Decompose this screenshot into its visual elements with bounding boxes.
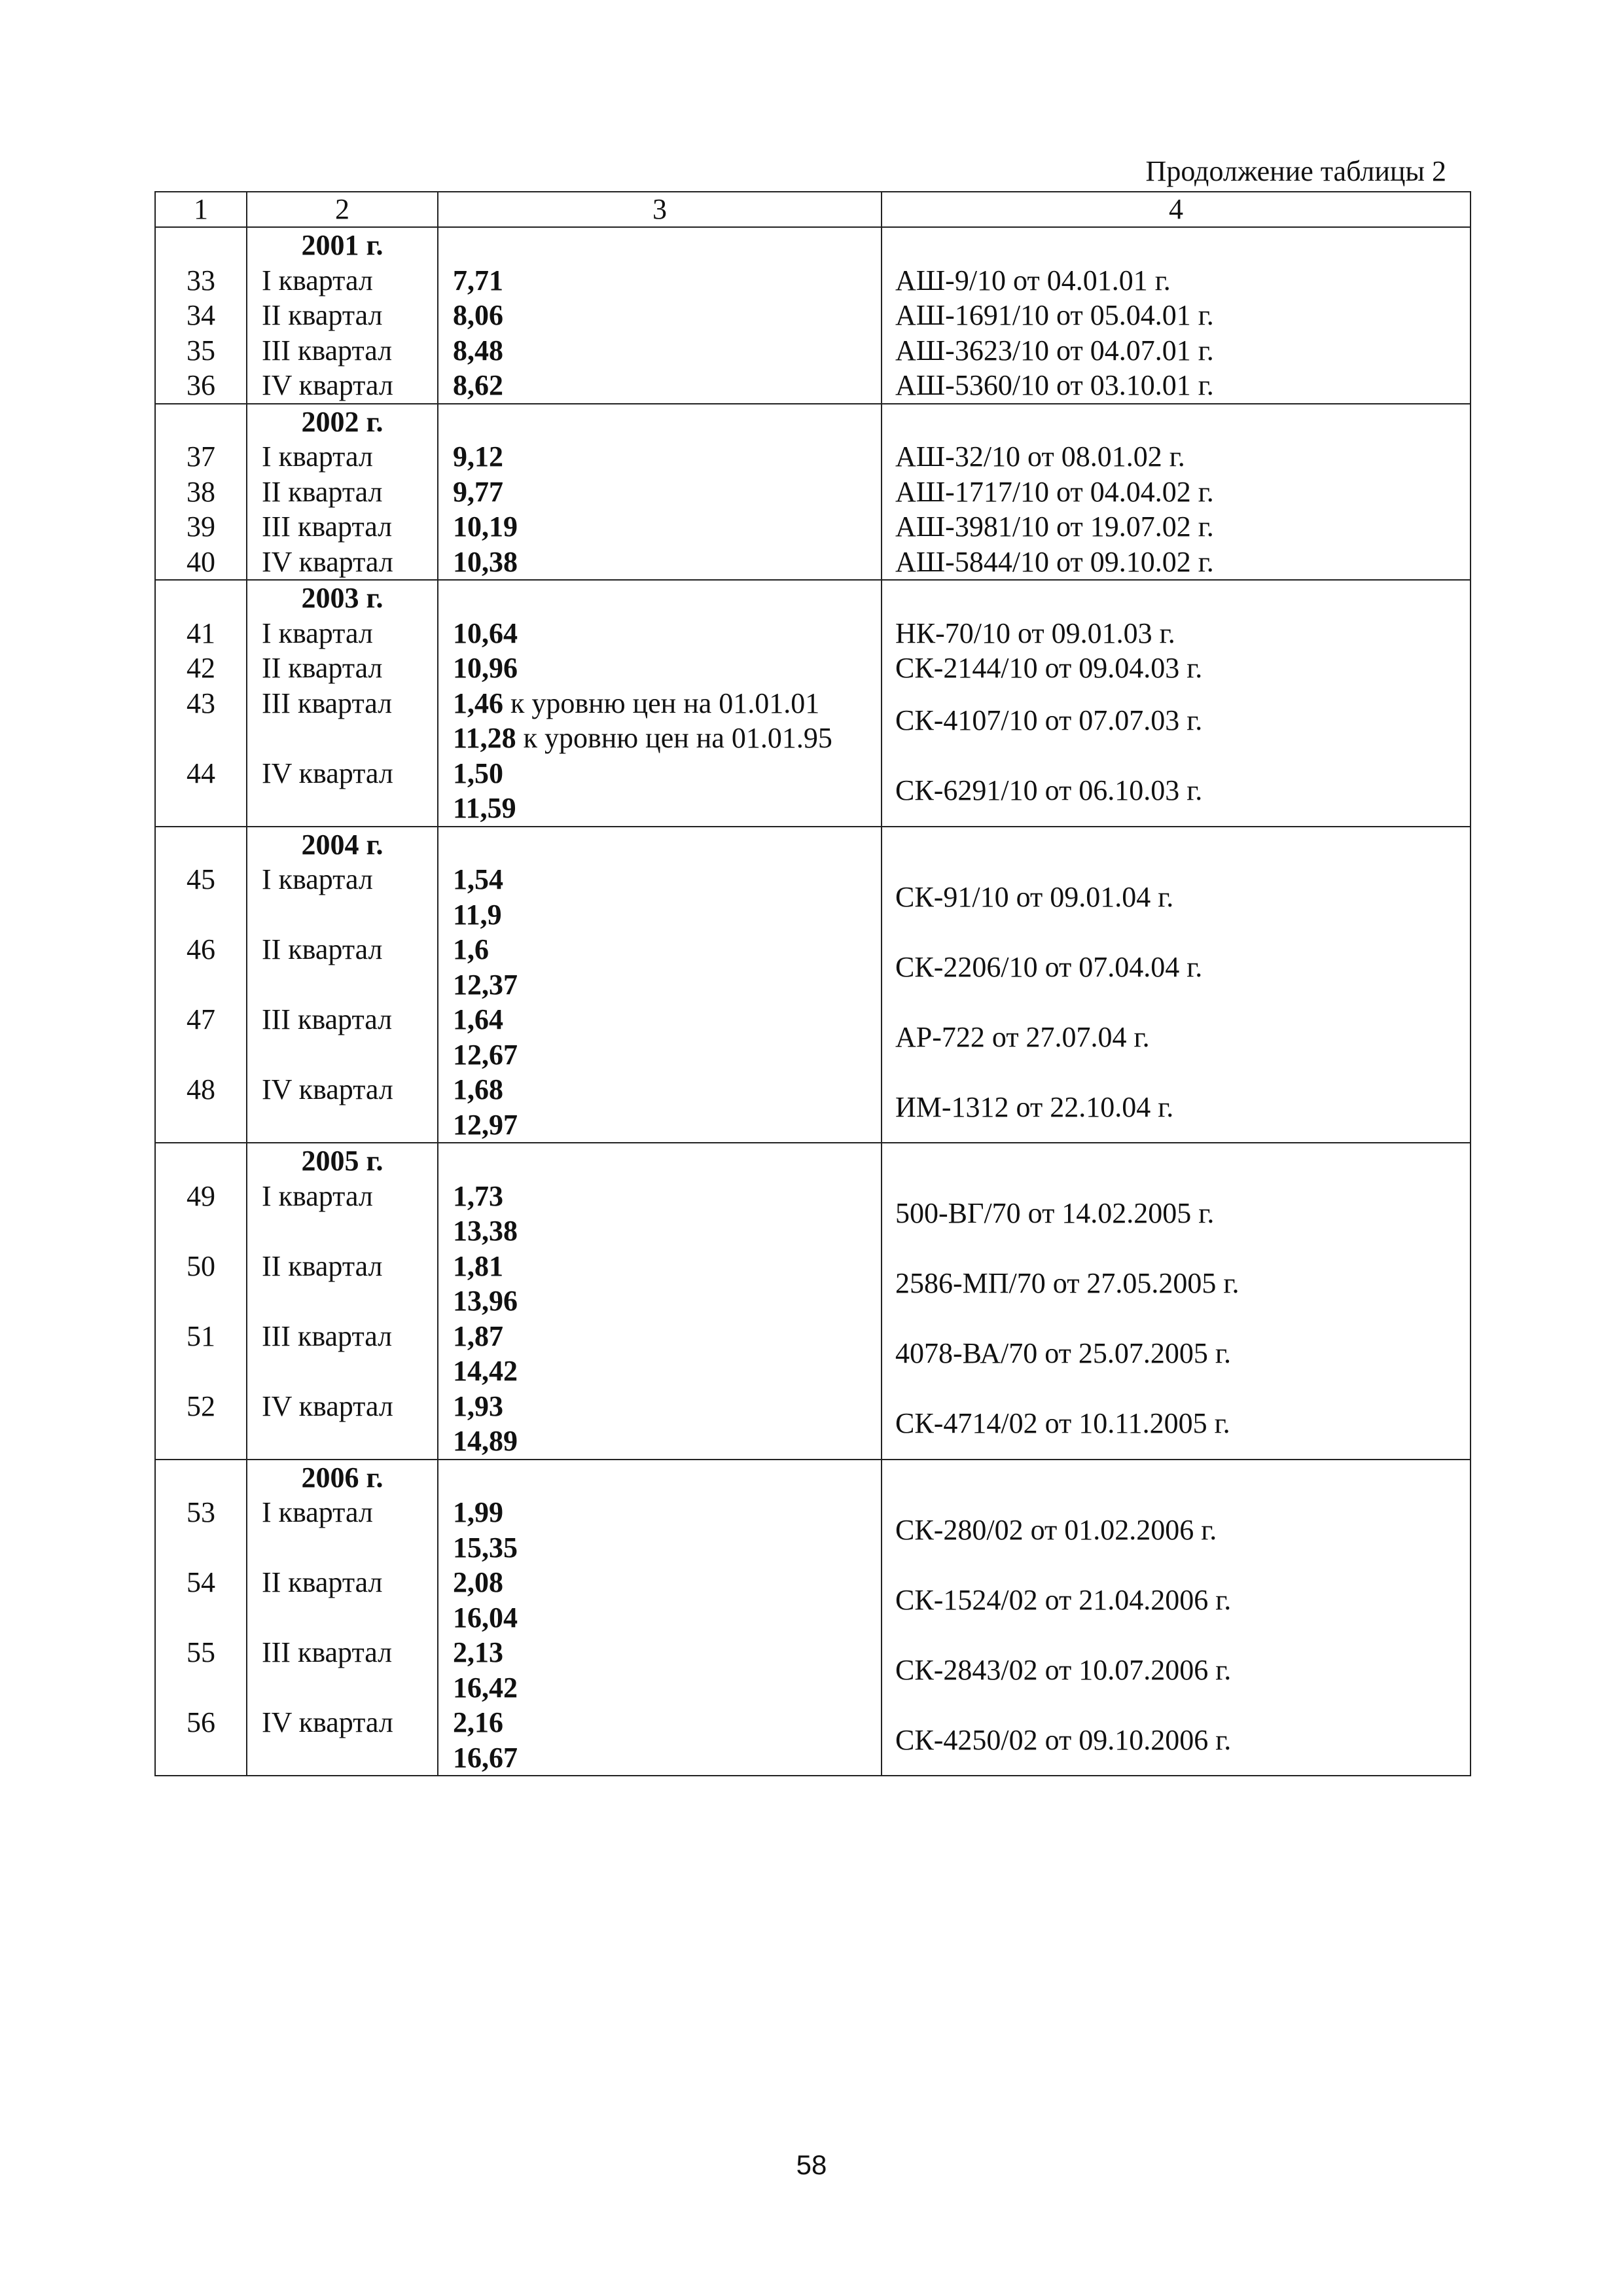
index-value-line	[453, 1635, 881, 1670]
index-value: 10,38	[453, 545, 518, 578]
index-value-line	[453, 686, 881, 721]
index-value-cell	[438, 1249, 882, 1319]
index-value-line	[453, 1565, 881, 1600]
row-number: 48	[155, 1072, 247, 1143]
index-value-line	[453, 1072, 881, 1107]
index-value-line	[453, 1530, 881, 1566]
quarter-label: IV квартал	[247, 1072, 438, 1143]
year-row-doc-cell	[882, 1460, 1471, 1496]
index-value: 11,9	[453, 898, 502, 931]
year-row-doc-cell	[882, 404, 1471, 440]
index-value-cell	[438, 1072, 882, 1143]
index-value-cell	[438, 1389, 882, 1460]
column-header-4: 4	[882, 192, 1471, 227]
index-value: 1,93	[453, 1390, 503, 1422]
table-row	[155, 1635, 1471, 1705]
index-value-cell	[438, 368, 882, 404]
index-value: 15,35	[453, 1531, 518, 1564]
document-reference: СК-91/10 от 09.01.04 г.	[882, 862, 1471, 932]
row-number: 56	[155, 1705, 247, 1776]
document-reference: СК-4714/02 от 10.11.2005 г.	[882, 1389, 1471, 1460]
year-row-doc-cell	[882, 1143, 1471, 1179]
index-value: 1,68	[453, 1073, 503, 1105]
year-row	[155, 1143, 1471, 1179]
index-value-line	[453, 1389, 881, 1424]
index-value-cell	[438, 333, 882, 368]
price-level-note: к уровню цен на 01.01.95	[516, 722, 832, 754]
index-value-cell	[438, 439, 882, 475]
document-reference: 2586-МП/70 от 27.05.2005 г.	[882, 1249, 1471, 1319]
document-reference: АШ-1717/10 от 04.04.02 г.	[882, 475, 1471, 510]
index-value-cell	[438, 1002, 882, 1072]
year-label: 2002 г.	[247, 404, 438, 440]
row-number: 42	[155, 651, 247, 686]
index-value-line	[453, 1283, 881, 1319]
index-value-line	[453, 756, 881, 791]
price-index-table	[154, 191, 1471, 1776]
column-header-1: 1	[155, 192, 247, 227]
index-value-line	[453, 263, 881, 298]
index-value-cell	[438, 1565, 882, 1635]
index-value-line	[453, 1037, 881, 1073]
row-number: 41	[155, 616, 247, 651]
index-value: 1,6	[453, 933, 489, 965]
index-value: 12,67	[453, 1038, 518, 1071]
quarter-label: I квартал	[247, 1179, 438, 1249]
column-header-2: 2	[247, 192, 438, 227]
index-value: 16,42	[453, 1671, 518, 1704]
index-value-line	[453, 616, 881, 651]
header-row	[155, 192, 1471, 227]
table-row	[155, 333, 1471, 368]
index-value-line	[453, 932, 881, 967]
index-value: 13,96	[453, 1285, 518, 1317]
index-value-line	[453, 1670, 881, 1706]
document-reference: АШ-3981/10 от 19.07.02 г.	[882, 509, 1471, 545]
quarter-label: III квартал	[247, 1002, 438, 1072]
year-row-num-cell	[155, 404, 247, 440]
document-reference: АШ-9/10 от 04.01.01 г.	[882, 263, 1471, 298]
table-row	[155, 1002, 1471, 1072]
index-value: 16,04	[453, 1601, 518, 1634]
document-reference: ИМ-1312 от 22.10.04 г.	[882, 1072, 1471, 1143]
index-value-line	[453, 368, 881, 403]
index-value: 8,06	[453, 299, 503, 331]
year-row-value-cell	[438, 580, 882, 616]
row-number: 37	[155, 439, 247, 475]
index-value-cell	[438, 298, 882, 333]
year-row-value-cell	[438, 827, 882, 863]
index-value-line	[453, 651, 881, 686]
document-reference: 4078-ВА/70 от 25.07.2005 г.	[882, 1319, 1471, 1389]
index-value-cell	[438, 756, 882, 827]
row-number: 55	[155, 1635, 247, 1705]
index-value: 2,13	[453, 1636, 503, 1668]
year-label: 2003 г.	[247, 580, 438, 616]
year-label: 2004 г.	[247, 827, 438, 863]
index-value-line	[453, 1705, 881, 1740]
document-reference: СК-1524/02 от 21.04.2006 г.	[882, 1565, 1471, 1635]
index-value: 10,19	[453, 511, 518, 543]
table-row	[155, 439, 1471, 475]
page-number: 58	[796, 2149, 827, 2180]
index-value-line	[453, 1424, 881, 1459]
index-value-cell	[438, 1319, 882, 1389]
index-value-line	[453, 791, 881, 826]
quarter-label: II квартал	[247, 1565, 438, 1635]
year-row-num-cell	[155, 1143, 247, 1179]
index-value: 12,37	[453, 968, 518, 1001]
index-value: 16,67	[453, 1741, 518, 1774]
index-value-line	[453, 862, 881, 897]
row-number: 50	[155, 1249, 247, 1319]
row-number: 39	[155, 509, 247, 545]
row-number: 54	[155, 1565, 247, 1635]
index-value-cell	[438, 686, 882, 756]
quarter-label: I квартал	[247, 862, 438, 932]
year-row-value-cell	[438, 1143, 882, 1179]
index-value-cell	[438, 616, 882, 651]
index-value: 12,97	[453, 1108, 518, 1141]
index-value: 1,87	[453, 1319, 503, 1352]
index-value-line	[453, 1495, 881, 1530]
index-value-line	[453, 475, 881, 510]
index-value: 1,46	[453, 687, 503, 719]
document-reference: АШ-1691/10 от 05.04.01 г.	[882, 298, 1471, 333]
quarter-label: IV квартал	[247, 1389, 438, 1460]
document-reference: СК-4250/02 от 09.10.2006 г.	[882, 1705, 1471, 1776]
index-value-line	[453, 967, 881, 1003]
table-row	[155, 932, 1471, 1002]
quarter-label: I квартал	[247, 1495, 438, 1565]
year-row-doc-cell	[882, 580, 1471, 616]
index-value: 1,99	[453, 1496, 503, 1528]
year-row	[155, 404, 1471, 440]
index-value: 10,96	[453, 652, 518, 684]
index-value-cell	[438, 545, 882, 581]
index-value-line	[453, 298, 881, 333]
table-row	[155, 1072, 1471, 1143]
index-value: 14,42	[453, 1355, 518, 1387]
row-number: 34	[155, 298, 247, 333]
table-row	[155, 1389, 1471, 1460]
document-reference: АШ-32/10 от 08.01.02 г.	[882, 439, 1471, 475]
quarter-label: II квартал	[247, 298, 438, 333]
year-row-num-cell	[155, 1460, 247, 1496]
year-row-num-cell	[155, 827, 247, 863]
index-value: 1,54	[453, 863, 503, 895]
table-row	[155, 1565, 1471, 1635]
row-number: 47	[155, 1002, 247, 1072]
table-row	[155, 1705, 1471, 1776]
column-header-3: 3	[438, 192, 882, 227]
table-row	[155, 368, 1471, 404]
index-value-line	[453, 1213, 881, 1249]
document-reference: АШ-5360/10 от 03.10.01 г.	[882, 368, 1471, 404]
table-row	[155, 1179, 1471, 1249]
quarter-label: II квартал	[247, 651, 438, 686]
quarter-label: III квартал	[247, 509, 438, 545]
row-number: 33	[155, 263, 247, 298]
row-number: 51	[155, 1319, 247, 1389]
index-value-line	[453, 897, 881, 933]
year-label: 2001 г.	[247, 227, 438, 263]
year-label: 2005 г.	[247, 1143, 438, 1179]
year-row	[155, 1460, 1471, 1496]
row-number: 40	[155, 545, 247, 581]
index-value: 1,73	[453, 1179, 503, 1212]
index-value-line	[453, 1179, 881, 1214]
row-number: 46	[155, 932, 247, 1002]
year-row-doc-cell	[882, 227, 1471, 263]
index-value: 14,89	[453, 1425, 518, 1457]
table-row	[155, 545, 1471, 581]
table-row	[155, 298, 1471, 333]
table-row	[155, 1249, 1471, 1319]
year-row-num-cell	[155, 580, 247, 616]
index-value-cell	[438, 509, 882, 545]
quarter-label: I квартал	[247, 616, 438, 651]
quarter-label: I квартал	[247, 439, 438, 475]
index-value: 10,64	[453, 617, 518, 649]
index-value: 11,59	[453, 792, 516, 824]
year-row	[155, 227, 1471, 263]
index-value-line	[453, 545, 881, 580]
quarter-label: III квартал	[247, 1635, 438, 1705]
index-value-cell	[438, 1705, 882, 1776]
index-value-line	[453, 1354, 881, 1389]
year-label: 2006 г.	[247, 1460, 438, 1496]
year-row-value-cell	[438, 227, 882, 263]
index-value-cell	[438, 862, 882, 932]
table-body	[155, 227, 1471, 1776]
index-value: 9,77	[453, 475, 503, 508]
table-row	[155, 475, 1471, 510]
price-level-note: к уровню цен на 01.01.01	[503, 687, 820, 719]
document-reference: СК-280/02 от 01.02.2006 г.	[882, 1495, 1471, 1565]
index-value-cell	[438, 1635, 882, 1705]
quarter-label: III квартал	[247, 333, 438, 368]
index-value-line	[453, 1107, 881, 1143]
index-value-cell	[438, 932, 882, 1002]
index-value: 1,64	[453, 1003, 503, 1035]
table-caption: Продолжение таблицы 2	[1145, 155, 1446, 187]
year-row-num-cell	[155, 227, 247, 263]
year-row-value-cell	[438, 404, 882, 440]
quarter-label: II квартал	[247, 1249, 438, 1319]
index-value-line	[453, 1002, 881, 1037]
table-row	[155, 651, 1471, 686]
row-number: 35	[155, 333, 247, 368]
document-reference: СК-2144/10 от 09.04.03 г.	[882, 651, 1471, 686]
document-reference: СК-4107/10 от 07.07.03 г.	[882, 686, 1471, 756]
year-row	[155, 580, 1471, 616]
index-value: 8,48	[453, 334, 503, 367]
row-number: 52	[155, 1389, 247, 1460]
index-value: 7,71	[453, 264, 503, 296]
document-reference: НК-70/10 от 09.01.03 г.	[882, 616, 1471, 651]
index-value-line	[453, 439, 881, 475]
index-value: 2,08	[453, 1566, 503, 1598]
quarter-label: II квартал	[247, 932, 438, 1002]
quarter-label: IV квартал	[247, 545, 438, 581]
index-value: 1,81	[453, 1249, 503, 1282]
index-value: 1,50	[453, 757, 503, 789]
table-row	[155, 862, 1471, 932]
table-row	[155, 686, 1471, 756]
quarter-label: III квартал	[247, 1319, 438, 1389]
year-row-value-cell	[438, 1460, 882, 1496]
index-value: 9,12	[453, 440, 503, 473]
table-row	[155, 509, 1471, 545]
index-value-line	[453, 721, 881, 756]
index-value-cell	[438, 1495, 882, 1565]
row-number: 49	[155, 1179, 247, 1249]
row-number: 43	[155, 686, 247, 756]
index-value: 8,62	[453, 369, 503, 401]
index-value: 11,28	[453, 722, 516, 754]
index-value: 13,38	[453, 1215, 518, 1247]
row-number: 44	[155, 756, 247, 827]
document-reference: СК-2206/10 от 07.04.04 г.	[882, 932, 1471, 1002]
table-row	[155, 1319, 1471, 1389]
document-reference: АШ-5844/10 от 09.10.02 г.	[882, 545, 1471, 581]
table-row	[155, 616, 1471, 651]
row-number: 38	[155, 475, 247, 510]
index-value-line	[453, 333, 881, 368]
document-reference: АР-722 от 27.07.04 г.	[882, 1002, 1471, 1072]
table-row	[155, 1495, 1471, 1565]
table-row	[155, 756, 1471, 827]
index-value-line	[453, 509, 881, 545]
quarter-label: I квартал	[247, 263, 438, 298]
index-value-line	[453, 1319, 881, 1354]
index-value: 2,16	[453, 1706, 503, 1738]
row-number: 36	[155, 368, 247, 404]
row-number: 45	[155, 862, 247, 932]
row-number: 53	[155, 1495, 247, 1565]
index-value-cell	[438, 651, 882, 686]
quarter-label: IV квартал	[247, 756, 438, 827]
document-reference: СК-6291/10 от 06.10.03 г.	[882, 756, 1471, 827]
document-reference: 500-ВГ/70 от 14.02.2005 г.	[882, 1179, 1471, 1249]
table-row	[155, 263, 1471, 298]
year-row-doc-cell	[882, 827, 1471, 863]
index-value-line	[453, 1249, 881, 1284]
quarter-label: III квартал	[247, 686, 438, 756]
index-value-cell	[438, 1179, 882, 1249]
index-value-line	[453, 1740, 881, 1776]
document-reference: АШ-3623/10 от 04.07.01 г.	[882, 333, 1471, 368]
quarter-label: IV квартал	[247, 368, 438, 404]
quarter-label: IV квартал	[247, 1705, 438, 1776]
index-value-cell	[438, 475, 882, 510]
document-reference: СК-2843/02 от 10.07.2006 г.	[882, 1635, 1471, 1705]
index-value-line	[453, 1600, 881, 1636]
index-value-cell	[438, 263, 882, 298]
quarter-label: II квартал	[247, 475, 438, 510]
year-row	[155, 827, 1471, 863]
